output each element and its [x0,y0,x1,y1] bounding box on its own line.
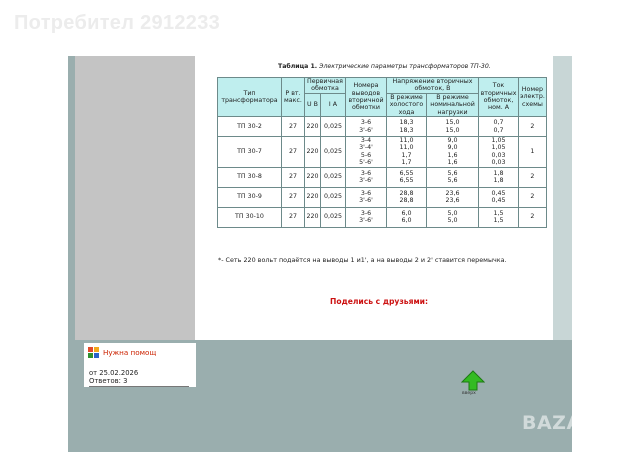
table-cell-current [479,207,519,227]
header-type: Тип трансформатора [218,78,282,117]
table-cell-line: 5'-6' [359,159,373,167]
table-cell-line: 0,7 [493,119,504,127]
table-cell-idle [387,167,427,187]
table-cell-line: 23,6 [445,189,460,197]
header-primary: Первичная обмотка [305,78,346,94]
table-cell-line: 0,45 [491,197,506,205]
up-button-label[interactable]: вверх [462,391,476,396]
table-cell-current [479,117,519,137]
table-cell-idle [387,117,427,137]
table-cell-line: 0,03 [491,159,506,167]
table-cell-line: 3-6 [360,189,372,197]
related-topic-title[interactable]: Нужна помощ [103,348,157,357]
table-cell-power: 27 [282,187,305,207]
table-cell-line: 1,5 [493,209,504,217]
table-caption-title: Электрические параметры трансформаторов ТП-30. [319,63,491,70]
table-cell-u: 220 [305,187,321,207]
table-cell-i: 0,025 [321,137,346,168]
table-cell-u: 220 [305,137,321,168]
table-cell-current [479,187,519,207]
table-cell-line: 1,05 [491,144,506,152]
user-title: Потребител 2912233 [14,12,221,34]
related-topic-meta [89,369,138,386]
table-cell-line: 3'-6' [359,197,373,205]
table-cell-line: 5-6 [360,151,372,159]
header-idle: В режиме холостого хода [387,93,427,116]
table-cell-idle [387,137,427,168]
table-cell-current [479,137,519,168]
table-cell-line: 3-6 [360,119,372,127]
table-cell-line: 9,0 [447,137,458,145]
table-cell-line: 3-4 [360,137,372,145]
transformer-table [217,77,547,228]
related-topic-replies: Ответов: 3 [89,377,128,386]
table-cell-line: 11,0 [399,137,414,145]
table-cell-nominal [427,117,479,137]
header-u: U В [305,93,321,116]
table-cell-nominal [427,207,479,227]
table-cell-power: 27 [282,167,305,187]
table-cell-line: 1,6 [447,151,458,159]
table-cell-terminals [346,207,387,227]
table-cell-type: ТП 30-8 [218,167,282,187]
table-cell-line: 1,7 [401,159,412,167]
related-topic-date: от 25.02.2026 [89,369,139,377]
table-cell-terminals [346,137,387,168]
table-cell-u: 220 [305,207,321,227]
table-cell-line: 6,0 [401,217,412,225]
related-topic-link[interactable] [88,347,156,358]
table-row [218,187,547,207]
share-heading: Поделись с друзьями: [330,297,429,306]
header-terminals: Номера выводов вторичной обмотки [346,78,387,117]
header-scheme: Номер электр. схемы [519,78,547,117]
table-cell-idle [387,207,427,227]
table-cell-line: 5,0 [447,217,458,225]
table-cell-line: 3'-6' [359,126,373,134]
table-cell-line: 6,55 [399,169,414,177]
table-row [218,117,547,137]
table-cell-nominal [427,137,479,168]
table-cell-line: 1,6 [447,159,458,167]
right-border-strip [553,56,572,340]
table-cell-line: 1,8 [493,169,504,177]
table-cell-i: 0,025 [321,187,346,207]
table-cell-line: 5,6 [447,177,458,185]
table-cell-current [479,167,519,187]
table-cell-terminals [346,187,387,207]
table-cell-line: 23,6 [445,197,460,205]
table-cell-terminals [346,167,387,187]
left-sidebar-panel [75,56,195,340]
table-cell-line: 18,3 [399,119,414,127]
table-cell-i: 0,025 [321,207,346,227]
table-cell-i: 0,025 [321,117,346,137]
table-cell-line: 15,0 [445,126,460,134]
table-cell-scheme: 2 [519,117,547,137]
table-caption [278,63,491,70]
table-cell-line: 0,7 [493,126,504,134]
bazar-watermark-logo: BAZAR [522,412,597,434]
table-cell-scheme: 2 [519,207,547,227]
table-row [218,137,547,168]
table-cell-line: 28,8 [399,197,414,205]
table-cell-nominal [427,167,479,187]
table-cell-line: 28,8 [399,189,414,197]
table-cell-line: 1,05 [491,137,506,145]
table-cell-line: 3-6 [360,209,372,217]
related-topic-divider [89,386,189,387]
table-cell-power: 27 [282,137,305,168]
table-cell-line: 5,0 [447,209,458,217]
table-cell-line: 15,0 [445,119,460,127]
table-caption-number: Таблица 1. [278,63,318,70]
table-cell-power: 27 [282,117,305,137]
header-nominal: В режиме номинальной нагрузки [427,93,479,116]
table-cell-i: 0,025 [321,167,346,187]
table-cell-scheme: 1 [519,137,547,168]
table-cell-line: 11,0 [399,144,414,152]
table-cell-line: 3'-6' [359,177,373,185]
table-cell-power: 27 [282,207,305,227]
table-cell-line: 0,45 [491,189,506,197]
table-cell-type: ТП 30-7 [218,137,282,168]
table-cell-type: ТП 30-9 [218,187,282,207]
table-cell-line: 6,55 [399,177,414,185]
table-cell-line: 1,7 [401,151,412,159]
table-cell-nominal [427,187,479,207]
table-cell-line: 3-6 [360,169,372,177]
puzzle-icon [88,347,99,358]
table-cell-scheme: 2 [519,167,547,187]
table-cell-terminals [346,117,387,137]
header-power: Р вт. макс. [282,78,305,117]
table-cell-line: 1,5 [493,217,504,225]
table-footnote: *- Сеть 220 вольт подаётся на выводы 1 и1', а на выводы 2 и 2' ставится перемычка. [218,256,507,264]
table-cell-u: 220 [305,167,321,187]
header-current: Ток вторичных обмоток, ном. А [479,78,519,117]
table-cell-line: 0,03 [491,151,506,159]
header-voltage-group: Напряжение вторичных обмоток, В [387,78,479,94]
table-row [218,167,547,187]
table-cell-type: ТП 30-2 [218,117,282,137]
table-cell-scheme: 2 [519,187,547,207]
header-i: I А [321,93,346,116]
table-cell-line: 3'-6' [359,217,373,225]
table-cell-line: 18,3 [399,126,414,134]
table-cell-u: 220 [305,117,321,137]
table-cell-line: 1,8 [493,177,504,185]
table-cell-idle [387,187,427,207]
table-cell-type: ТП 30-10 [218,207,282,227]
table-cell-line: 6,0 [401,209,412,217]
table-cell-line: 5,6 [447,169,458,177]
table-row [218,207,547,227]
table-cell-line: 3'-4' [359,144,373,152]
table-cell-line: 9,0 [447,144,458,152]
